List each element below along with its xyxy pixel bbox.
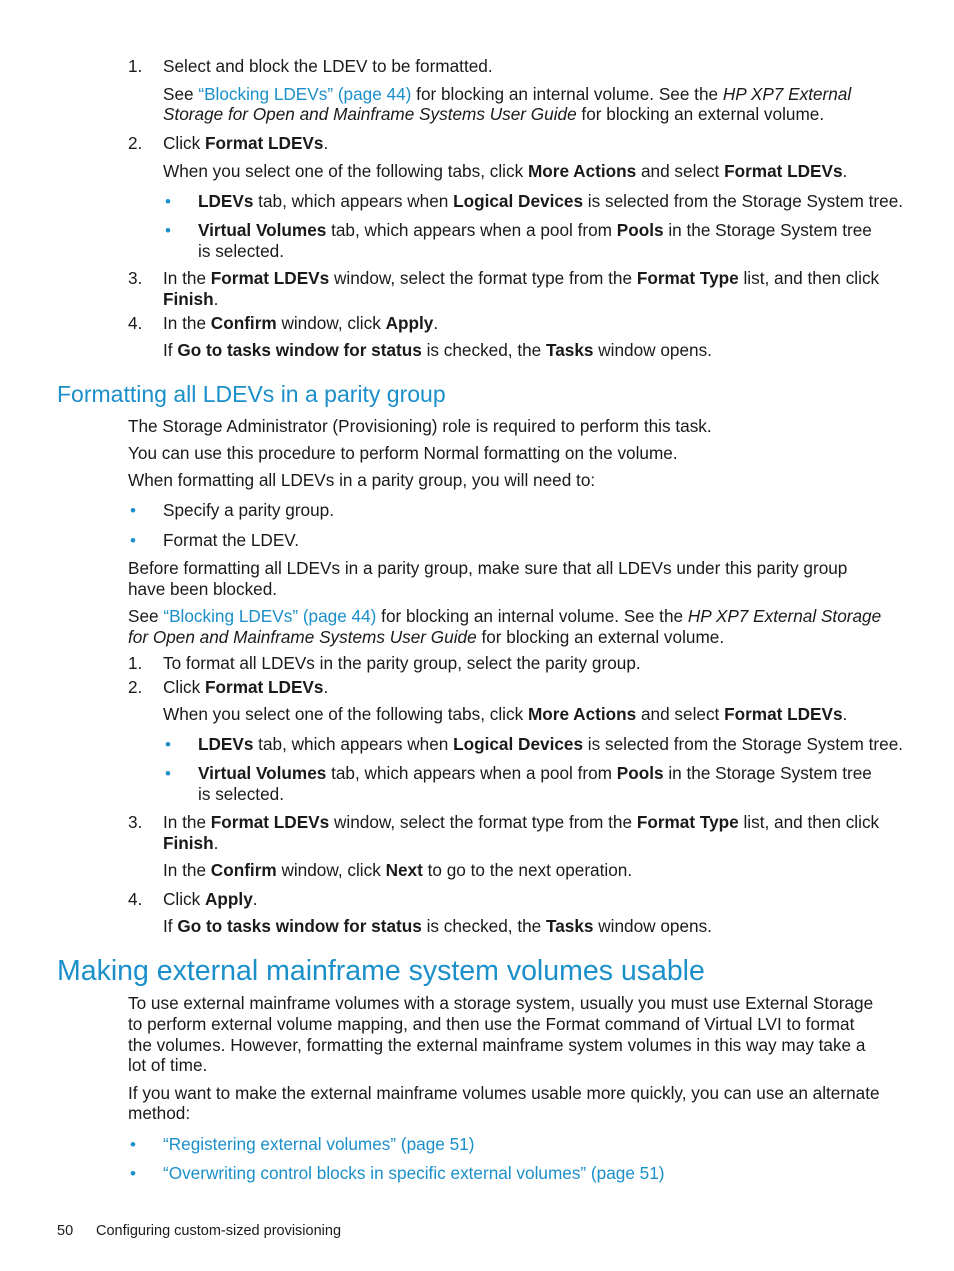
see-paragraph: See “Blocking LDEVs” (page 44) for blocking an internal volume. See the HP XP7 External Storage	[128, 606, 882, 626]
step-number: 3.	[128, 812, 143, 832]
chapter-heading: Making external mainframe system volumes usable	[57, 955, 705, 987]
page-number: 50	[57, 1223, 74, 1239]
list-item-continued: is selected.	[198, 784, 284, 804]
step-number: 1.	[128, 653, 143, 673]
list-item: Virtual Volumes tab, which appears when a pool from Pools in the Storage System tree	[198, 763, 872, 783]
step-text: In the Format LDEVs window, select the format type from the Format Type list, and then click	[163, 268, 880, 288]
bullet-icon: •	[130, 1164, 136, 1183]
overwriting-control-blocks-link[interactable]: “Overwriting control blocks in specific external volumes” (page 51)	[163, 1163, 665, 1183]
paragraph: If you want to make the external mainframe volumes usable more quickly, you can use an alternate	[128, 1083, 880, 1103]
bullet-icon: •	[130, 1135, 136, 1154]
paragraph: You can use this procedure to perform Normal formatting on the volume.	[128, 443, 678, 463]
paragraph-continued: to perform external volume mapping, and then use the Format command of Virtual LVI to format	[128, 1014, 855, 1034]
bullet-icon: •	[165, 192, 171, 211]
list-item: Virtual Volumes tab, which appears when a pool from Pools in the Storage System tree	[198, 220, 872, 240]
paragraph: Before formatting all LDEVs in a parity group, make sure that all LDEVs under this parity group	[128, 558, 848, 578]
status-note: If Go to tasks window for status is checked, the Tasks window opens.	[163, 916, 712, 936]
paragraph: When formatting all LDEVs in a parity group, you will need to:	[128, 470, 596, 490]
bullet-icon: •	[130, 501, 136, 520]
registering-external-volumes-link[interactable]: “Registering external volumes” (page 51)	[163, 1134, 475, 1154]
paragraph-continued: the volumes. However, formatting the external mainframe system volumes in this way may take a	[128, 1035, 866, 1055]
see-paragraph: See “Blocking LDEVs” (page 44) for blocking an internal volume. See the HP XP7 External	[163, 84, 852, 104]
step-text: To format all LDEVs in the parity group, select the parity group.	[163, 653, 641, 673]
see-paragraph-continued: Storage for Open and Mainframe Systems User Guide for blocking an external volume.	[163, 104, 825, 124]
bullet-icon: •	[165, 735, 171, 754]
bullet-icon: •	[165, 221, 171, 240]
footer-title: Configuring custom-sized provisioning	[96, 1223, 342, 1239]
list-item: Format the LDEV.	[163, 530, 299, 550]
paragraph-continued: lot of time.	[128, 1055, 208, 1075]
step-text: Click Apply.	[163, 889, 258, 909]
blocking-ldevs-link[interactable]: “Blocking LDEVs” (page 44)	[198, 84, 412, 104]
tabs-intro: When you select one of the following tabs, click More Actions and select Format LDEVs.	[163, 161, 848, 181]
step-text-continued: Finish.	[163, 833, 219, 853]
paragraph: To use external mainframe volumes with a storage system, usually you must use External Storage	[128, 993, 874, 1013]
step-text: Click Format LDEVs.	[163, 133, 329, 153]
list-item-continued: is selected.	[198, 241, 284, 261]
confirm-note: In the Confirm window, click Next to go to the next operation.	[163, 860, 633, 880]
step-number: 4.	[128, 889, 143, 909]
step-text: In the Format LDEVs window, select the format type from the Format Type list, and then click	[163, 812, 880, 832]
step-text-continued: Finish.	[163, 289, 219, 309]
bullet-icon: •	[130, 531, 136, 550]
tabs-intro: When you select one of the following tabs, click More Actions and select Format LDEVs.	[163, 704, 848, 724]
blocking-ldevs-link[interactable]: “Blocking LDEVs” (page 44)	[163, 606, 377, 626]
list-item: LDEVs tab, which appears when Logical Devices is selected from the Storage System tree.	[198, 191, 904, 211]
step-number: 2.	[128, 677, 143, 697]
section-heading: Formatting all LDEVs in a parity group	[57, 381, 446, 407]
paragraph: The Storage Administrator (Provisioning) role is required to perform this task.	[128, 416, 712, 436]
step-text: In the Confirm window, click Apply.	[163, 313, 439, 333]
list-item: LDEVs tab, which appears when Logical Devices is selected from the Storage System tree.	[198, 734, 904, 754]
see-paragraph-continued: for Open and Mainframe Systems User Guide for blocking an external volume.	[128, 627, 725, 647]
step-text: Select and block the LDEV to be formatted.	[163, 56, 493, 76]
status-note: If Go to tasks window for status is checked, the Tasks window opens.	[163, 340, 712, 360]
paragraph-continued: have been blocked.	[128, 579, 278, 599]
step-number: 1.	[128, 56, 143, 76]
step-number: 3.	[128, 268, 143, 288]
bullet-icon: •	[165, 764, 171, 783]
step-number: 2.	[128, 133, 143, 153]
paragraph-continued: method:	[128, 1103, 191, 1123]
page-footer	[57, 1222, 341, 1240]
step-number: 4.	[128, 313, 143, 333]
step-text: Click Format LDEVs.	[163, 677, 329, 697]
list-item: Specify a parity group.	[163, 500, 335, 520]
